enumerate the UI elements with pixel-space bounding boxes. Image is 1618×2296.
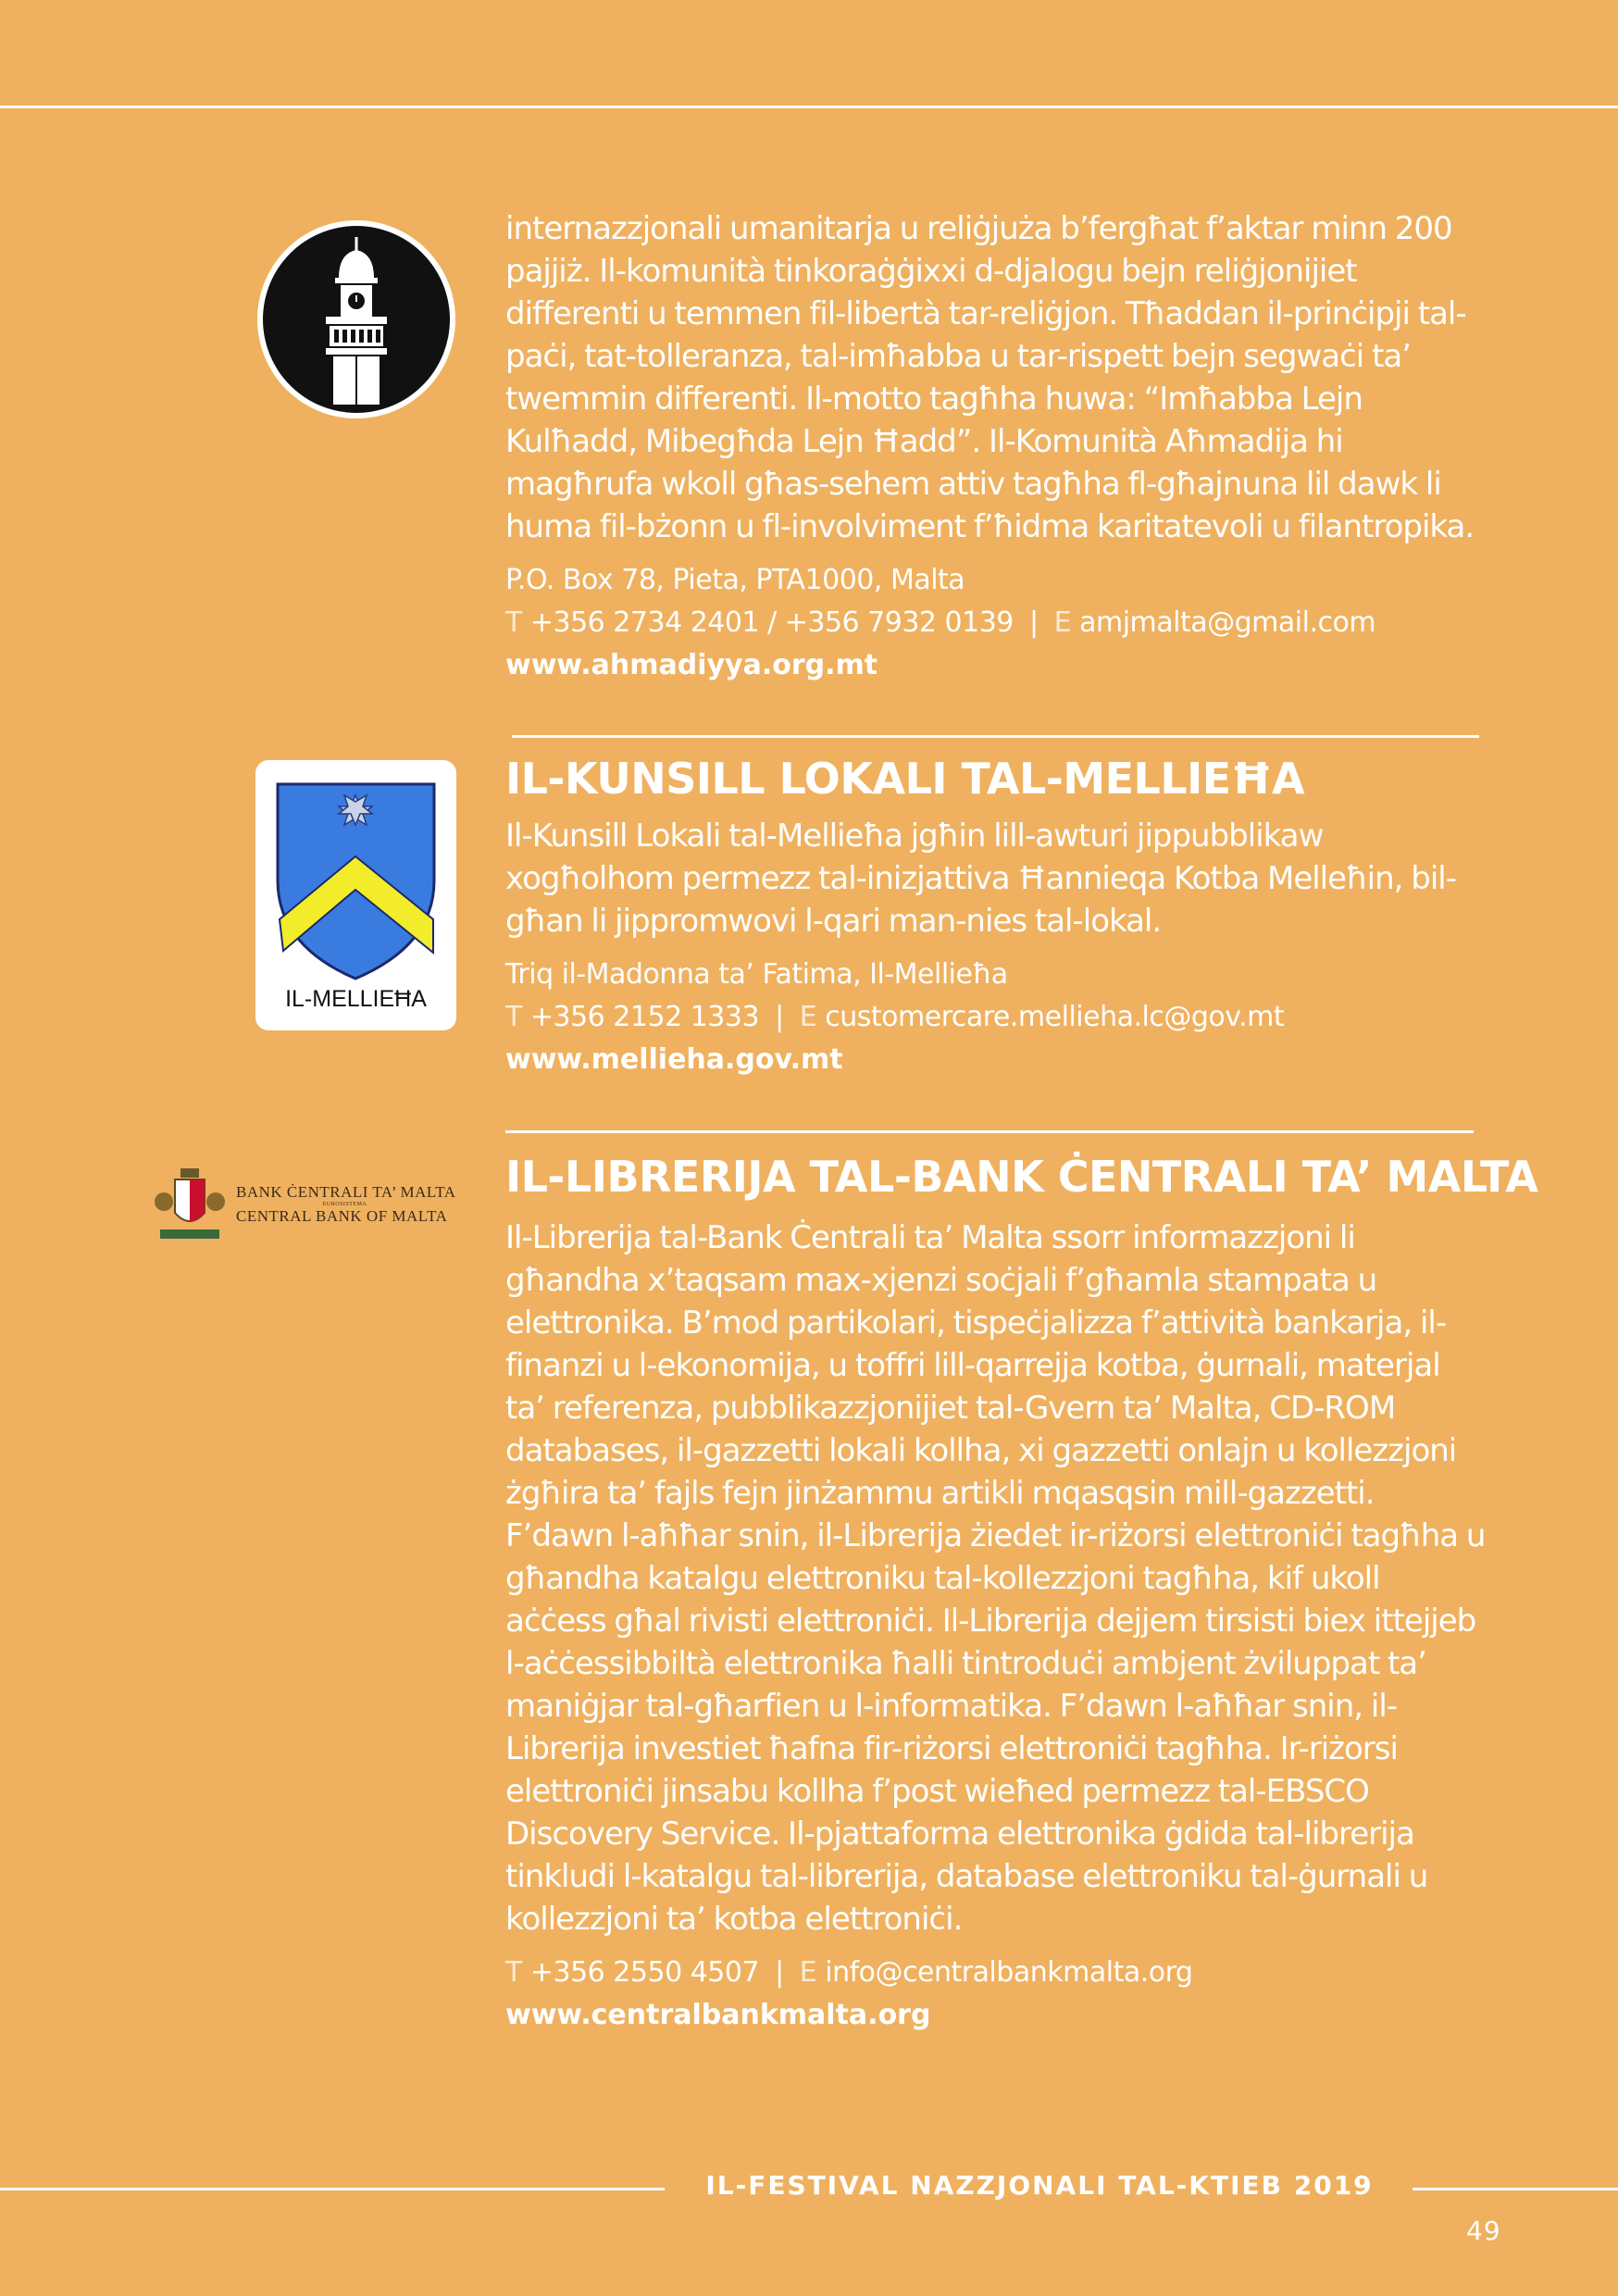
central-bank-wordmark — [236, 1183, 456, 1226]
top-rule — [0, 106, 1618, 108]
entry-paragraph: Il-Kunsill Lokali tal-Mellieħa jgħin lill-awturi jippubblikaw xogħolhom permezz tal-inizjattiva Ħannieqa Kotba Melleħin, bil-għan li jippromwovi l-qari man-nies tal-lokal. — [505, 817, 1457, 940]
phone-number[interactable]: +356 2550 4507 — [529, 1956, 760, 1989]
email-label: E — [1053, 606, 1072, 639]
cbm-line-eurosystem: EUROSISTEMA — [322, 1202, 367, 1207]
phone-label: T — [505, 606, 522, 639]
mellieha-logo-caption: IL-MELLIEĦA — [285, 986, 427, 1012]
entry-contact-line — [505, 1952, 1487, 1994]
entry-address: Triq il-Madonna ta’ Fatima, Il-Mellieħa — [505, 958, 1008, 991]
email-link[interactable]: customercare.mellieha.lc@gov.mt — [825, 1001, 1285, 1033]
entry-heading: IL-KUNSILL LOKALI TAL-MELLIEĦA — [505, 754, 1305, 804]
entry-paragraph: Il-Librerija tal-Bank Ċentrali ta’ Malta ssorr informazzjoni li għandha x’taqsam max-xjenzi soċjali f’għamla stampata u elettronika. B’mod partikolari, tispeċjalizza f’attività bankarja, il-finanzi u l-ekonomija, u toffri lill-qarrejja kotba, ġurnali, materjal ta’ referenza, pubblikazzjonijiet tal-Gvern ta’ Malta, CD-ROM databases, il-gazzetti lokali kollha, xi gazzetti onlajn u kollezzjoni żgħira ta’ fajls fejn jinżammu artikli mqasqsin mill-gazzetti. F’dawn l-aħħar snin, il-Librerija żiedet ir-riżorsi elettroniċi tagħha u għandha katalgu elettroniku tal-kollezzjoni tagħha, kif ukoll aċċess għal rivisti elettroniċi. Il-Librerija dejjem tirsisti biex ittejjeb l-aċċessibbiltà elettronika ħalli tintroduċi ambjent żviluppat ta’ maniġjar tal-għarfien u l-informatika. F’dawn l-aħħar snin, il-Librerija investiet ħafna fir-riżorsi elettroniċi tagħha. Ir-riżorsi elettroniċi jinsabu kollha f’post wieħed permezz tal-EBSCO Discovery Service. Il-pjattaforma elettronika ġdida tal-librerija tinkludi l-katalgu tal-librerija, database elettroniku tal-ġurnali u kollezzjoni ta’ kotba elettroniċi. — [505, 1219, 1486, 1938]
section-rule — [512, 735, 1479, 738]
page-number: 49 — [1466, 2215, 1501, 2246]
separator: | — [775, 1956, 784, 1989]
phone-label: T — [505, 1001, 522, 1033]
entry-paragraph: internazzjonali umanitarja u reliġjuża b’fergħat f’aktar minn 200 pajjiż. Il-komunità tinkoraġġixxi d-djalogu bejn reliġjonijiet differenti u temmen fil-libertà tar-reliġjon. Tħaddan il-prinċipji tal-paċi, tat-tolleranza, tal-imħabba u tar-rispett bejn segwaċi ta’ twemmin differenti. Il-motto tagħha huwa: “Imħabba Lejn Kulħadd, Mibegħda Lejn Ħadd”. Il-Komunità Aħmadija hi magħrufa wkoll għas-sehem attiv tagħha fl-għajnuna lil dawk li huma fil-bżonn u fl-involviment f’ħidma karitatevoli u filantropika. — [505, 210, 1475, 545]
footer-title: IL-FESTIVAL NAZZJONALI TAL-KTIEB 2019 — [705, 2170, 1374, 2201]
entry-address: P.O. Box 78, Pieta, PTA1000, Malta — [505, 564, 965, 596]
ahmadiyya-minaret-icon — [255, 218, 457, 420]
email-label: E — [799, 1956, 817, 1989]
phone-label: T — [505, 1956, 522, 1989]
phone-number[interactable]: +356 2734 2401 / +356 7932 0139 — [529, 606, 1014, 639]
phone-number[interactable]: +356 2152 1333 — [529, 1001, 760, 1033]
central-bank-crest-icon — [153, 1165, 227, 1248]
section-rule — [505, 1130, 1474, 1133]
entry-central-bank — [505, 1150, 1538, 2037]
separator: | — [775, 1001, 784, 1033]
website-link[interactable]: www.mellieha.gov.mt — [505, 1043, 843, 1076]
email-link[interactable]: info@centralbankmalta.org — [825, 1956, 1193, 1989]
website-link[interactable]: www.ahmadiyya.org.mt — [505, 649, 878, 681]
footer-rule-right — [1413, 2188, 1618, 2190]
website-link[interactable]: www.centralbankmalta.org — [505, 1999, 931, 2031]
entry-ahmadiyya — [505, 207, 1487, 687]
email-label: E — [799, 1001, 817, 1033]
entry-heading: IL-LIBRERIJA TAL-BANK ĊENTRALI TA’ MALTA — [505, 1152, 1538, 1202]
cbm-line-en: CENTRAL BANK OF MALTA — [236, 1207, 448, 1225]
separator: | — [1028, 606, 1039, 639]
entry-contact-line — [505, 602, 1487, 644]
email-link[interactable]: amjmalta@gmail.com — [1079, 606, 1376, 639]
entry-contact-line — [505, 996, 1487, 1039]
footer-rule-left — [0, 2188, 665, 2190]
central-bank-logo — [153, 1165, 464, 1248]
cbm-line-mt: BANK ĊENTRALI TA’ MALTA — [236, 1183, 456, 1201]
entry-mellieha — [505, 752, 1487, 1081]
mellieha-logo — [255, 760, 456, 1030]
